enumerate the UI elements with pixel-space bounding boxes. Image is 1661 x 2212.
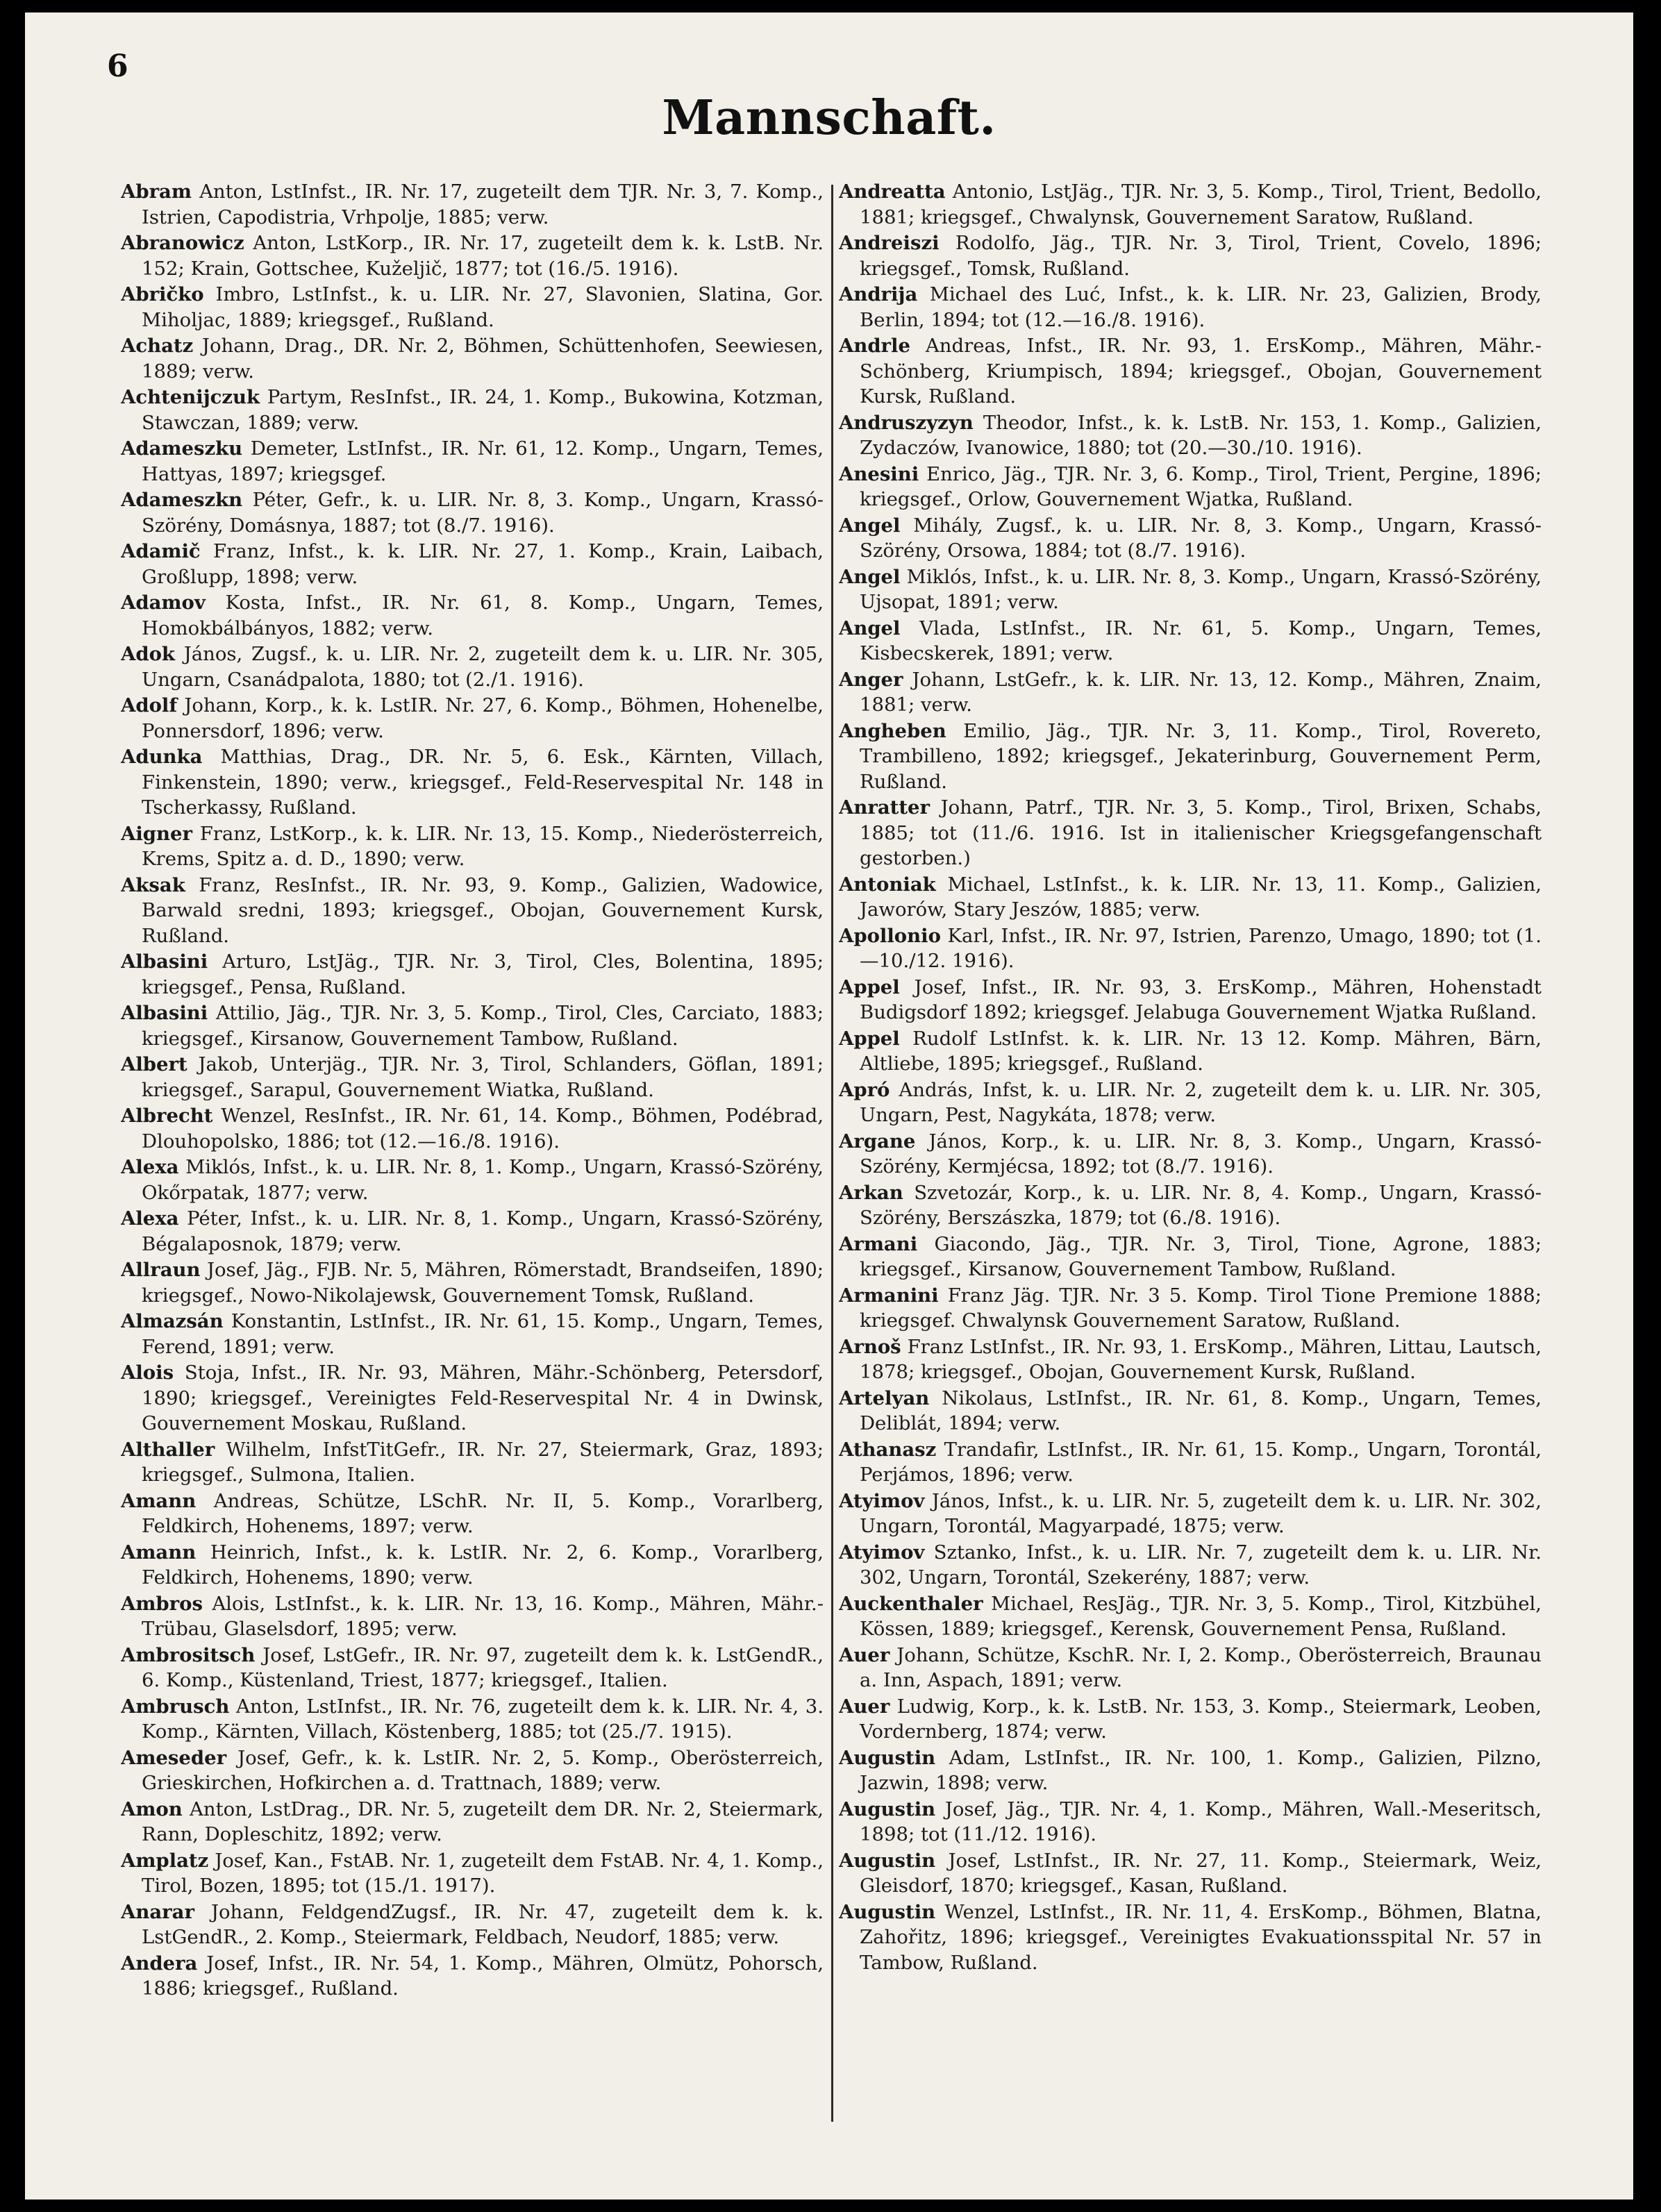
entry-surname: Amann <box>121 1489 197 1512</box>
entry-surname: Amann <box>121 1541 197 1564</box>
entry-details: Enrico, Jäg., TJR. Nr. 3, 6. Komp., Tirol, Trient, Pergine, 1896; kriegsgef., Orlow, Gouvernement Wjatka, Rußland. <box>860 462 1542 510</box>
entry-details: Andreas, Schütze, LSchR. Nr. II, 5. Komp., Vorarlberg, Feldkirch, Hohenems, 1897; verw. <box>142 1489 824 1537</box>
document-page <box>25 12 1633 2200</box>
entry-surname: Angheben <box>839 719 946 742</box>
entry-details: Michael, ResJäg., TJR. Nr. 3, 5. Komp., Tirol, Kitzbühel, Kössen, 1889; kriegsgef., Kerensk, Gouvernement Pensa, Rußland. <box>860 1592 1542 1640</box>
roster-entry <box>839 333 1542 410</box>
roster-entry <box>121 333 824 384</box>
entry-surname: Adolf <box>121 694 178 717</box>
entry-details: Szvetozár, Korp., k. u. LIR. Nr. 8, 4. Komp., Ungarn, Krassó-Szörény, Berszászka, 1879; tot (6./8. 1916). <box>860 1181 1542 1229</box>
entry-surname: Atyimov <box>839 1541 925 1564</box>
entry-surname: Arnoš <box>839 1335 901 1358</box>
entry-details: Péter, Infst., k. u. LIR. Nr. 8, 1. Komp., Ungarn, Krassó-Szörény, Bégalaposnok, 1879; verw. <box>142 1207 824 1255</box>
roster-entry <box>839 923 1542 974</box>
roster-entry <box>839 1026 1542 1077</box>
entry-details: János, Korp., k. u. LIR. Nr. 8, 3. Komp., Ungarn, Krassó-Szörény, Kermjécsa, 1892; tot (8./7. 1916). <box>860 1130 1542 1178</box>
entry-surname: Andrija <box>839 283 918 305</box>
entry-details: Michael des Luć, Infst., k. k. LIR. Nr. 23, Galizien, Brody, Berlin, 1894; tot (12.—16./8. 1916). <box>860 283 1542 331</box>
entry-surname: Armanini <box>839 1284 939 1307</box>
entry-surname: Amplatz <box>121 1849 209 1872</box>
roster-entry <box>839 1489 1542 1539</box>
roster-entry <box>839 719 1542 795</box>
roster-entry <box>839 616 1542 667</box>
entry-surname: Achtenijczuk <box>121 386 260 408</box>
entry-details: Johann, LstGefr., k. k. LIR. Nr. 13, 12. Komp., Mähren, Znaim, 1881; verw. <box>860 668 1542 716</box>
entry-surname: Anratter <box>839 796 930 819</box>
roster-entry <box>121 436 824 487</box>
entry-surname: Angel <box>839 514 901 537</box>
roster-entry <box>839 1643 1542 1693</box>
entry-surname: Angel <box>839 565 901 588</box>
entry-surname: Alexa <box>121 1207 179 1230</box>
roster-entry <box>839 513 1542 564</box>
roster-entry <box>839 872 1542 923</box>
column-divider <box>831 185 833 2122</box>
roster-entry <box>121 1848 824 1899</box>
page-title: Mannschaft. <box>662 90 996 146</box>
roster-entry <box>121 1797 824 1847</box>
entry-details: Wilhelm, InfstTitGefr., IR. Nr. 27, Steiermark, Graz, 1893; kriegsgef., Sulmona, Italien. <box>142 1438 824 1486</box>
roster-entry <box>121 1257 824 1308</box>
entry-surname: Althaller <box>121 1438 215 1461</box>
entry-details: Franz, ResInfst., IR. Nr. 93, 9. Komp., Galizien, Wadowice, Barwald sredni, 1893; kriegsgef., Obojan, Gouvernement Kursk, Rußland. <box>142 873 824 947</box>
roster-entry <box>839 1078 1542 1128</box>
entry-details: Anton, LstInfst., IR. Nr. 76, zugeteilt dem k. k. LIR. Nr. 4, 3. Komp., Kärnten, Villach, Köstenberg, 1885; tot (25./7. 1915). <box>142 1695 824 1743</box>
entry-surname: Andreatta <box>839 181 946 203</box>
right-column <box>839 179 1542 2179</box>
roster-entry <box>839 1386 1542 1436</box>
entry-surname: Andruszyzyn <box>839 411 974 434</box>
roster-entry <box>839 975 1542 1025</box>
roster-entry <box>839 231 1542 281</box>
entry-surname: Andreiszi <box>839 232 940 254</box>
entry-surname: Albasini <box>121 950 208 973</box>
entry-details: Sztanko, Infst., k. u. LIR. Nr. 7, zugeteilt dem k. u. LIR. Nr. 302, Ungarn, Torontál, Szekerény, 1887; verw. <box>860 1541 1542 1589</box>
entry-surname: Apró <box>839 1078 890 1101</box>
entry-surname: Aigner <box>121 822 192 845</box>
roster-entry <box>121 744 824 821</box>
roster-entry <box>121 1745 824 1796</box>
roster-entry <box>839 1591 1542 1642</box>
entry-details: Josef, LstGefr., IR. Nr. 97, zugeteilt dem k. k. LstGendR., 6. Komp., Küstenland, Triest, 1877; kriegsgef., Italien. <box>142 1643 824 1691</box>
entry-details: Anton, LstInfst., IR. Nr. 17, zugeteilt dem TJR. Nr. 3, 7. Komp., Istrien, Capodistria, Vrhpolje, 1885; verw. <box>142 181 824 228</box>
page-number: 6 <box>107 49 128 84</box>
entry-surname: Augustin <box>839 1849 936 1872</box>
roster-entry <box>839 1745 1542 1796</box>
entry-details: Emilio, Jäg., TJR. Nr. 3, 11. Komp., Tirol, Rovereto, Trambilleno, 1892; kriegsgef., Jekaterinburg, Gouvernement Perm, Rußland. <box>860 719 1542 793</box>
entry-surname: Atyimov <box>839 1489 925 1512</box>
entry-details: Josef, Kan., FstAB. Nr. 1, zugeteilt dem FstAB. Nr. 4, 1. Komp., Tirol, Bozen, 1895; tot (15./1. 1917). <box>142 1849 824 1897</box>
entry-details: Anton, LstDrag., DR. Nr. 5, zugeteilt dem DR. Nr. 2, Steiermark, Rann, Dopleschitz, 1892; verw. <box>142 1798 824 1845</box>
entry-surname: Abranowicz <box>121 232 244 254</box>
roster-entry <box>121 873 824 949</box>
entry-surname: Adok <box>121 643 175 665</box>
roster-entry <box>121 642 824 692</box>
entry-details: Johann, Patrf., TJR. Nr. 3, 5. Komp., Tirol, Brixen, Schabs, 1885; tot (11./6. 1916. Ist in italienischer Kriegsgefangenschaft gestorben.) <box>860 796 1542 869</box>
roster-entry <box>121 1694 824 1745</box>
roster-entry <box>839 1694 1542 1745</box>
entry-surname: Argane <box>839 1130 916 1153</box>
entry-surname: Antoniak <box>839 873 936 896</box>
roster-entry <box>121 1489 824 1539</box>
entry-details: Josef, LstInfst., IR. Nr. 27, 11. Komp., Steiermark, Weiz, Gleisdorf, 1870; kriegsgef., Kasan, Rußland. <box>860 1849 1542 1897</box>
entry-details: Michael, LstInfst., k. k. LIR. Nr. 13, 11. Komp., Galizien, Jaworów, Stary Jeszów, 1885; verw. <box>860 873 1542 921</box>
entry-surname: Alois <box>121 1361 174 1384</box>
entry-details: Johann, Korp., k. k. LstIR. Nr. 27, 6. Komp., Böhmen, Hohenelbe, Ponnersdorf, 1896; verw. <box>142 694 824 742</box>
roster-entry <box>839 667 1542 718</box>
roster-entry <box>839 1848 1542 1899</box>
roster-entry <box>121 385 824 435</box>
entry-details: Vlada, LstInfst., IR. Nr. 61, 5. Komp., Ungarn, Temes, Kisbecskerek, 1891; verw. <box>860 617 1542 664</box>
entry-surname: Abram <box>121 181 192 203</box>
roster-entry <box>839 410 1542 461</box>
roster-entry <box>121 1591 824 1642</box>
entry-surname: Auckenthaler <box>839 1592 983 1615</box>
roster-entry <box>121 693 824 744</box>
entry-details: Antonio, LstJäg., TJR. Nr. 3, 5. Komp., Tirol, Trient, Bedollo, 1881; kriegsgef., Chwalynsk, Gouvernement Saratow, Rußland. <box>860 181 1542 228</box>
entry-details: Rudolf LstInfst. k. k. LIR. Nr. 13 12. Komp. Mähren, Bärn, Altliebe, 1895; kriegsgef., Rußland. <box>860 1027 1542 1075</box>
entry-surname: Anesini <box>839 462 919 485</box>
entry-details: Imbro, LstInfst., k. u. LIR. Nr. 27, Slavonien, Slatina, Gor. Miholjac, 1889; kriegsgef., Rußland. <box>142 283 824 331</box>
roster-entry <box>121 1206 824 1257</box>
roster-entry <box>121 1052 824 1103</box>
entry-details: Andreas, Infst., IR. Nr. 93, 1. ErsKomp., Mähren, Mähr.-Schönberg, Kriumpisch, 1894; kriegsgef., Obojan, Gouvernement Kursk, Rußland. <box>860 335 1542 408</box>
roster-entry <box>839 1232 1542 1282</box>
entry-surname: Artelyan <box>839 1386 930 1409</box>
entry-surname: Auer <box>839 1695 890 1718</box>
roster-entry <box>121 590 824 641</box>
entry-details: Partym, ResInfst., IR. 24, 1. Komp., Bukowina, Kotzman, Stawczan, 1889; verw. <box>142 386 824 434</box>
entry-surname: Appel <box>839 1027 900 1050</box>
entry-details: Demeter, LstInfst., IR. Nr. 61, 12. Komp., Ungarn, Temes, Hattyas, 1897; kriegsgef. <box>142 437 824 485</box>
entry-details: Josef, Jäg., TJR. Nr. 4, 1. Komp., Mähren, Wall.-Meseritsch, 1898; tot (11./12. 1916). <box>860 1798 1542 1845</box>
entry-details: Jakob, Unterjäg., TJR. Nr. 3, Tirol, Schlanders, Göflan, 1891; kriegsgef., Sarapul, Gouvernement Wiatka, Rußland. <box>142 1053 824 1101</box>
roster-entry <box>121 1103 824 1154</box>
roster-entry <box>121 179 824 230</box>
entry-surname: Alexa <box>121 1156 179 1178</box>
entry-surname: Ambrositsch <box>121 1643 256 1666</box>
roster-entry <box>839 1797 1542 1847</box>
entry-details: Johann, Schütze, KschR. Nr. I, 2. Komp., Oberösterreich, Braunau a. Inn, Aspach, 1891; verw. <box>860 1643 1542 1691</box>
entry-details: Johann, FeldgendZugsf., IR. Nr. 47, zugeteilt dem k. k. LstGendR., 2. Komp., Steiermark, Feldbach, Neudorf, 1885; verw. <box>142 1900 824 1948</box>
entry-surname: Anger <box>839 668 903 691</box>
entry-details: János, Infst., k. u. LIR. Nr. 5, zugeteilt dem k. u. LIR. Nr. 302, Ungarn, Torontál, Magyarpadé, 1875; verw. <box>860 1489 1542 1537</box>
entry-details: Franz, LstKorp., k. k. LIR. Nr. 13, 15. Komp., Niederösterreich, Krems, Spitz a. d. D., 1890; verw. <box>142 822 824 870</box>
roster-entry <box>121 1155 824 1205</box>
entry-surname: Andrle <box>839 335 910 357</box>
roster-entry <box>121 1643 824 1693</box>
entry-surname: Ambrusch <box>121 1695 230 1718</box>
roster-entry <box>839 462 1542 512</box>
entry-details: Wenzel, LstInfst., IR. Nr. 11, 4. ErsKomp., Böhmen, Blatna, Zahořitz, 1896; kriegsgef., Vereinigtes Evakuationsspital Nr. 57 in Tambow, Rußland. <box>860 1900 1542 1974</box>
entry-details: Stoja, Infst., IR. Nr. 93, Mähren, Mähr.-Schönberg, Petersdorf, 1890; kriegsgef., Vereinigtes Feld-Reservespital Nr. 4 in Dwinsk, Gouvernement Moskau, Rußland. <box>142 1361 824 1434</box>
entry-surname: Amon <box>121 1798 183 1820</box>
entry-details: Matthias, Drag., DR. Nr. 5, 6. Esk., Kärnten, Villach, Finkenstein, 1890; verw., kriegsgef., Feld-Reservespital Nr. 148 in Tscherkassy, Rußland. <box>142 746 824 819</box>
entry-surname: Adunka <box>121 746 203 768</box>
entry-details: Wenzel, ResInfst., IR. Nr. 61, 14. Komp., Böhmen, Podébrad, Dlouhopolsko, 1886; tot (12.—16./8. 1916). <box>142 1105 824 1153</box>
entry-surname: Adamič <box>121 540 201 562</box>
roster-entry <box>839 1540 1542 1591</box>
entry-details: Nikolaus, LstInfst., IR. Nr. 61, 8. Komp., Ungarn, Temes, Deliblát, 1894; verw. <box>860 1386 1542 1434</box>
roster-entry <box>839 1900 1542 1976</box>
entry-details: András, Infst, k. u. LIR. Nr. 2, zugeteilt dem k. u. LIR. Nr. 305, Ungarn, Pest, Nagykáta, 1878; verw. <box>860 1078 1542 1126</box>
entry-surname: Adameszku <box>121 437 243 460</box>
entry-surname: Augustin <box>839 1746 936 1769</box>
entry-surname: Appel <box>839 975 900 998</box>
entry-details: Miklós, Infst., k. u. LIR. Nr. 8, 3. Komp., Ungarn, Krassó-Szörény, Ujsopat, 1891; verw. <box>860 565 1542 613</box>
entry-surname: Ameseder <box>121 1746 227 1769</box>
roster-entry <box>839 1129 1542 1180</box>
roster-entry <box>839 1437 1542 1488</box>
entry-details: Josef, Infst., IR. Nr. 54, 1. Komp., Mähren, Olmütz, Pohorsch, 1886; kriegsgef., Rußland. <box>142 1952 824 2000</box>
roster-entry <box>839 795 1542 871</box>
roster-entry <box>121 231 824 281</box>
entry-surname: Albasini <box>121 1002 208 1024</box>
entry-details: Franz Jäg. TJR. Nr. 3 5. Komp. Tirol Tione Premione 1888; kriegsgef. Chwalynsk Gouvernement Saratow, Rußland. <box>860 1284 1542 1332</box>
entry-surname: Angel <box>839 617 901 639</box>
entry-surname: Anarar <box>121 1900 194 1923</box>
roster-entry <box>121 1900 824 1950</box>
roster-entry <box>121 1951 824 2002</box>
roster-entry <box>121 282 824 333</box>
roster-entry <box>121 487 824 538</box>
entry-details: Karl, Infst., IR. Nr. 97, Istrien, Parenzo, Umago, 1890; tot (1.—10./12. 1916). <box>860 924 1542 972</box>
roster-entry <box>121 1437 824 1488</box>
entry-details: Adam, LstInfst., IR. Nr. 100, 1. Komp., Galizien, Pilzno, Jazwin, 1898; verw. <box>860 1746 1542 1794</box>
entry-surname: Athanasz <box>839 1438 937 1461</box>
roster-entry <box>839 1334 1542 1385</box>
entry-surname: Adamov <box>121 592 206 614</box>
roster-entry <box>839 282 1542 333</box>
entry-details: Josef, Jäg., FJB. Nr. 5, Mähren, Römerstadt, Brandseifen, 1890; kriegsgef., Nowo-Nikolajewsk, Gouvernement Tomsk, Rußland. <box>142 1259 824 1307</box>
entry-surname: Aksak <box>121 873 185 896</box>
entry-details: Giacondo, Jäg., TJR. Nr. 3, Tirol, Tione, Agrone, 1883; kriegsgef., Kirsanow, Gouvernement Tambow, Rußland. <box>860 1232 1542 1280</box>
entry-details: Kosta, Infst., IR. Nr. 61, 8. Komp., Ungarn, Temes, Homokbálbányos, 1882; verw. <box>142 592 824 639</box>
entry-surname: Albrecht <box>121 1105 213 1127</box>
roster-entry <box>121 1540 824 1591</box>
entry-surname: Almazsán <box>121 1310 224 1332</box>
entry-details: Trandafir, LstInfst., IR. Nr. 61, 15. Komp., Ungarn, Torontál, Perjámos, 1896; verw. <box>860 1438 1542 1486</box>
roster-entry <box>121 1000 824 1051</box>
entry-details: Attilio, Jäg., TJR. Nr. 3, 5. Komp., Tirol, Cles, Carciato, 1883; kriegsgef., Kirsanow, Gouvernement Tambow, Rußland. <box>142 1002 824 1050</box>
entry-details: Miklós, Infst., k. u. LIR. Nr. 8, 1. Komp., Ungarn, Krassó-Szörény, Okőrpatak, 1877; verw. <box>142 1156 824 1204</box>
entry-surname: Achatz <box>121 335 194 357</box>
roster-entry <box>121 1309 824 1359</box>
entry-details: Rodolfo, Jäg., TJR. Nr. 3, Tirol, Trient, Covelo, 1896; kriegsgef., Tomsk, Rußland. <box>860 232 1542 280</box>
entry-surname: Apollonio <box>839 924 941 947</box>
entry-details: Theodor, Infst., k. k. LstB. Nr. 153, 1. Komp., Galizien, Zydaczów, Ivanowice, 1880; tot (20.—30./10. 1916). <box>860 411 1542 459</box>
left-column <box>121 179 824 2179</box>
roster-entry <box>121 821 824 872</box>
entry-surname: Albert <box>121 1053 187 1075</box>
entry-details: Konstantin, LstInfst., IR. Nr. 61, 15. Komp., Ungarn, Temes, Ferend, 1891; verw. <box>142 1310 824 1358</box>
entry-surname: Allraun <box>121 1259 201 1281</box>
entry-surname: Auer <box>839 1643 890 1666</box>
entry-details: Péter, Gefr., k. u. LIR. Nr. 8, 3. Komp., Ungarn, Krassó-Szörény, Domásnya, 1887; tot (8./7. 1916). <box>142 489 824 537</box>
entry-details: Ludwig, Korp., k. k. LstB. Nr. 153, 3. Komp., Steiermark, Leoben, Vordernberg, 1874; verw. <box>860 1695 1542 1743</box>
entry-details: Franz, Infst., k. k. LIR. Nr. 27, 1. Komp., Krain, Laibach, Großlupp, 1898; verw. <box>142 540 824 588</box>
roster-entry <box>121 949 824 1000</box>
entry-details: Josef, Infst., IR. Nr. 93, 3. ErsKomp., Mähren, Hohenstadt Budigsdorf 1892; kriegsgef. Jelabuga Gouvernement Wjatka Rußland. <box>860 975 1542 1023</box>
entry-surname: Adameszkn <box>121 489 243 511</box>
entry-surname: Andera <box>121 1952 198 1975</box>
entry-details: Johann, Drag., DR. Nr. 2, Böhmen, Schüttenhofen, Seewiesen, 1889; verw. <box>142 335 824 383</box>
entry-surname: Ambros <box>121 1592 203 1615</box>
entry-details: Anton, LstKorp., IR. Nr. 17, zugeteilt dem k. k. LstB. Nr. 152; Krain, Gottschee, Kuželjič, 1877; tot (16./5. 1916). <box>142 232 824 280</box>
roster-entry <box>121 539 824 589</box>
roster-entry <box>839 1180 1542 1231</box>
entry-details: Arturo, LstJäg., TJR. Nr. 3, Tirol, Cles, Bolentina, 1895; kriegsgef., Pensa, Rußland. <box>142 950 824 998</box>
entry-details: Mihály, Zugsf., k. u. LIR. Nr. 8, 3. Komp., Ungarn, Krassó-Szörény, Orsowa, 1884; tot (8./7. 1916). <box>860 514 1542 562</box>
entry-details: Franz LstInfst., IR. Nr. 93, 1. ErsKomp., Mähren, Littau, Lautsch, 1878; kriegsgef., Obojan, Gouvernement Kursk, Rußland. <box>860 1335 1542 1383</box>
entry-details: János, Zugsf., k. u. LIR. Nr. 2, zugeteilt dem k. u. LIR. Nr. 305, Ungarn, Csanádpalota, 1880; tot (2./1. 1916). <box>142 643 824 691</box>
entry-details: Josef, Gefr., k. k. LstIR. Nr. 2, 5. Komp., Oberösterreich, Grieskirchen, Hofkirchen a. d. Trattnach, 1889; verw. <box>142 1746 824 1794</box>
entry-surname: Armani <box>839 1232 918 1255</box>
entry-details: Alois, LstInfst., k. k. LIR. Nr. 13, 16. Komp., Mähren, Mähr.-Trübau, Glaselsdorf, 1895; verw. <box>142 1592 824 1640</box>
entry-surname: Augustin <box>839 1798 936 1820</box>
entry-surname: Arkan <box>839 1181 903 1204</box>
roster-entry <box>839 179 1542 230</box>
roster-entry <box>839 1283 1542 1334</box>
roster-entry <box>121 1360 824 1436</box>
roster-entry <box>839 564 1542 615</box>
entry-details: Heinrich, Infst., k. k. LstIR. Nr. 2, 6. Komp., Vorarlberg, Feldkirch, Hohenems, 1890; verw. <box>142 1541 824 1589</box>
entry-surname: Abričko <box>121 283 204 305</box>
entry-surname: Augustin <box>839 1900 936 1923</box>
